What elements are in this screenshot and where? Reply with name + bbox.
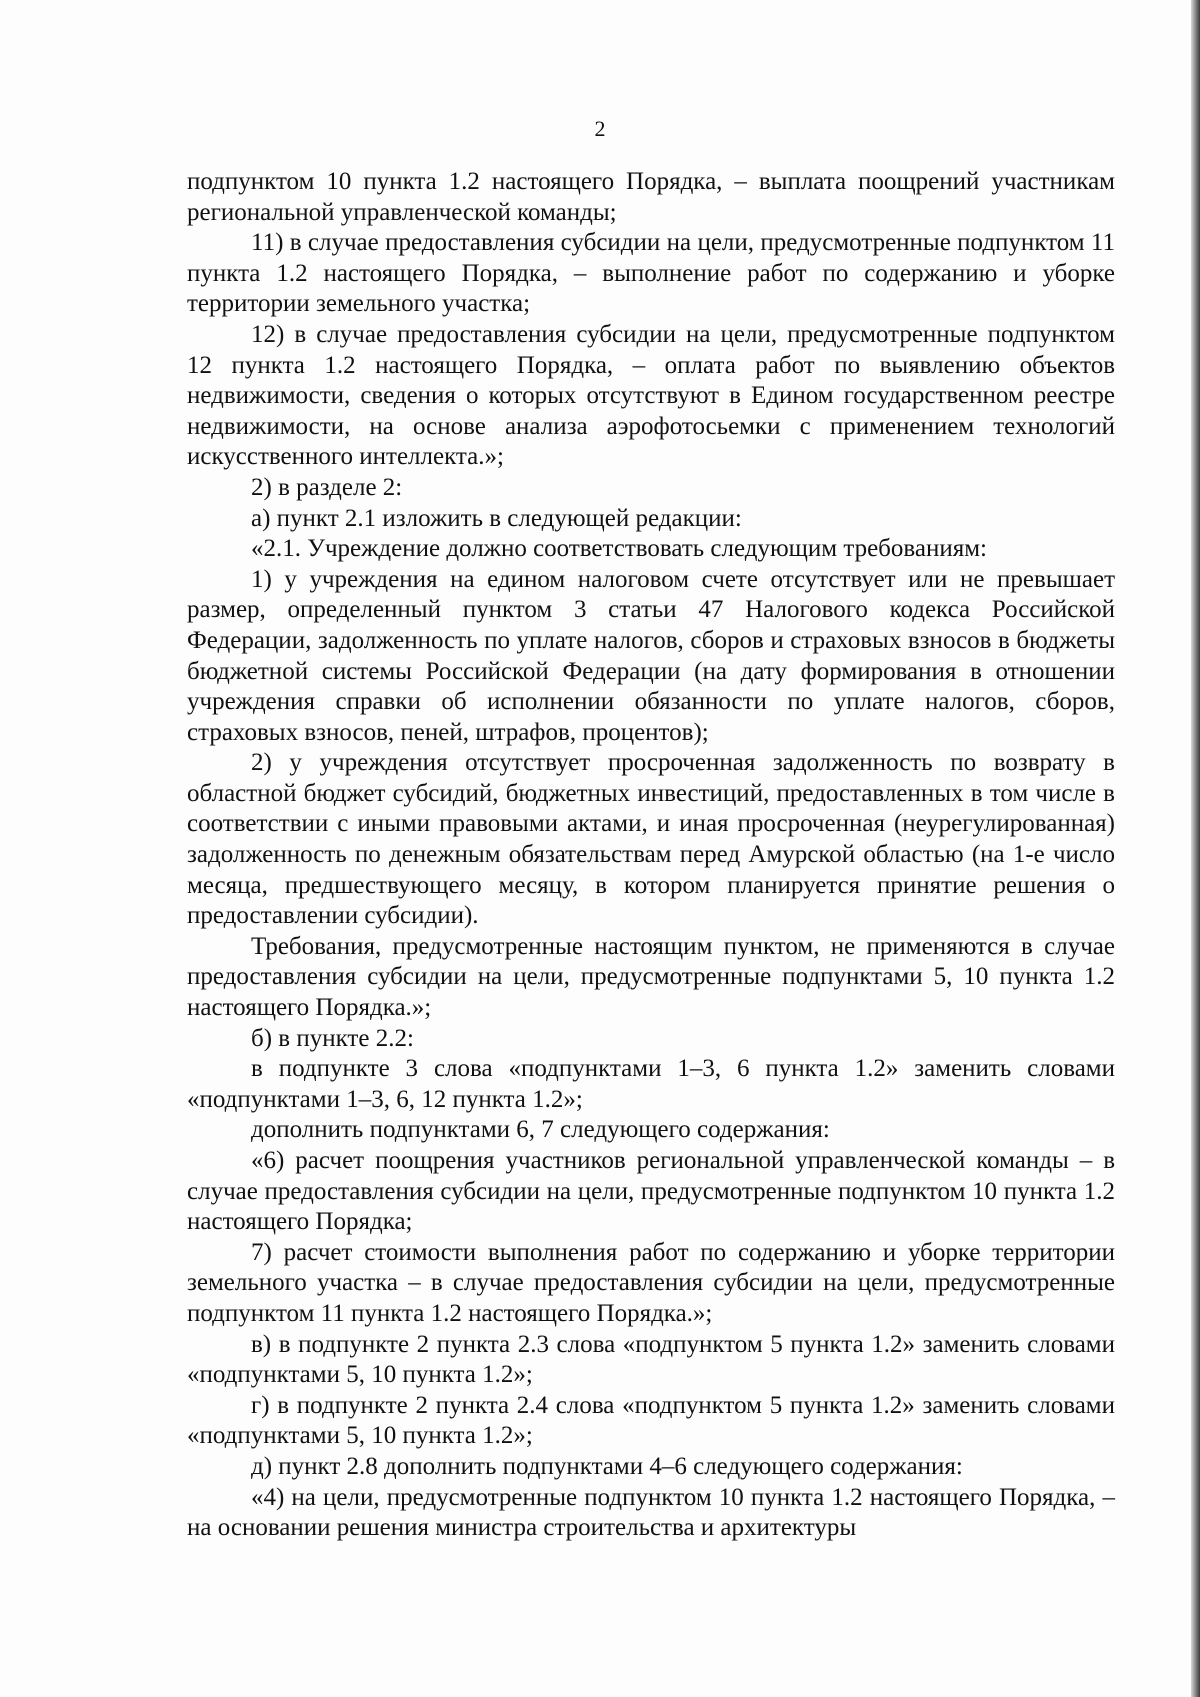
paragraph: подпунктом 10 пункта 1.2 настоящего Порядка, – выплата поощрений участникам региональной управленческой команды;	[187, 168, 1115, 226]
paragraph: а) пункт 2.1 изложить в следующей редакции:	[251, 504, 742, 532]
paragraph: б) в пункте 2.2:	[251, 1024, 414, 1052]
paragraph: дополнить подпунктами 6, 7 следующего содержания:	[251, 1116, 830, 1144]
paragraph: в) в подпункте 2 пункта 2.3 слова «подпунктом 5 пункта 1.2» заменить словами «подпунктами 5, 10 пункта 1.2»;	[187, 1330, 1115, 1389]
paragraph: 2) в разделе 2:	[251, 473, 403, 501]
paragraph: 12) в случае предоставления субсидии на цели, предусмотренные подпунктом 12 пункта 1.2 настоящего Порядка, – оплата работ по выявлению объектов недвижимости, сведения о которых отсутствуют в Едином государственном реестре недвижимости, на основе анализа аэрофотосьемки с применением технологий искусственного интеллекта.»;	[187, 320, 1115, 471]
paragraph: «2.1. Учреждение должно соответствовать следующим требованиям:	[251, 535, 987, 563]
paragraph: д) пункт 2.8 дополнить подпунктами 4–6 следующего содержания:	[251, 1452, 963, 1480]
paragraph: 1) у учреждения на едином налоговом счете отсутствует или не превышает размер, определенный пунктом 3 статьи 47 Налогового кодекса Российской Федерации, задолженность по уплате налогов, сборов и страховых взносов в бюджеты бюджетной системы Российской Федерации (на дату формирования в отношении учреждения справки об исполнении обязанности по уплате налогов, сборов, страховых взносов, пеней, штрафов, процентов);	[187, 565, 1115, 746]
paragraph: «6) расчет поощрения участников региональной управленческой команды – в случае предоставления субсидии на цели, предусмотренные подпунктом 10 пункта 1.2 настоящего Порядка;	[187, 1147, 1115, 1236]
paragraph: г) в подпункте 2 пункта 2.4 слова «подпунктом 5 пункта 1.2» заменить словами «подпунктами 5, 10 пункта 1.2»;	[187, 1391, 1115, 1450]
scan-page-edge	[1191, 0, 1200, 1697]
paragraph: Требования, предусмотренные настоящим пунктом, не применяются в случае предоставления субсидии на цели, предусмотренные подпунктами 5, 10 пункта 1.2 настоящего Порядка.»;	[187, 932, 1115, 1022]
paragraph: 2) у учреждения отсутствует просроченная задолженность по возврату в областной бюджет субсидий, бюджетных инвестиций, предоставленных в том числе в соответствии с иными правовыми актами, и иная просроченная (неурегулированная) задолженность по денежным обязательствам перед Амурской областью (на 1-е число месяца, предшествующего месяцу, в котором планируется принятие решения о предоставлении субсидии).	[187, 749, 1115, 930]
paragraph: «4) на цели, предусмотренные подпунктом 10 пункта 1.2 настоящего Порядка, – на основании решения министра строительства и архитектуры	[187, 1483, 1115, 1542]
paragraph: 11) в случае предоставления субсидии на цели, предусмотренные подпунктом 11 пункта 1.2 настоящего Порядка, – выполнение работ по содержанию и уборке территории земельного участка;	[187, 229, 1115, 318]
paragraph: в подпункте 3 слова «подпунктами 1–3, 6 пункта 1.2» заменить словами «подпунктами 1–3, 6, 12 пункта 1.2»;	[187, 1055, 1115, 1113]
page-number: 2	[594, 116, 606, 141]
document-body	[187, 167, 1115, 1544]
paragraph: 7) расчет стоимости выполнения работ по содержанию и уборке территории земельного участка – в случае предоставления субсидии на цели, предусмотренные подпунктом 11 пункта 1.2 настоящего Порядка.»;	[187, 1238, 1115, 1327]
